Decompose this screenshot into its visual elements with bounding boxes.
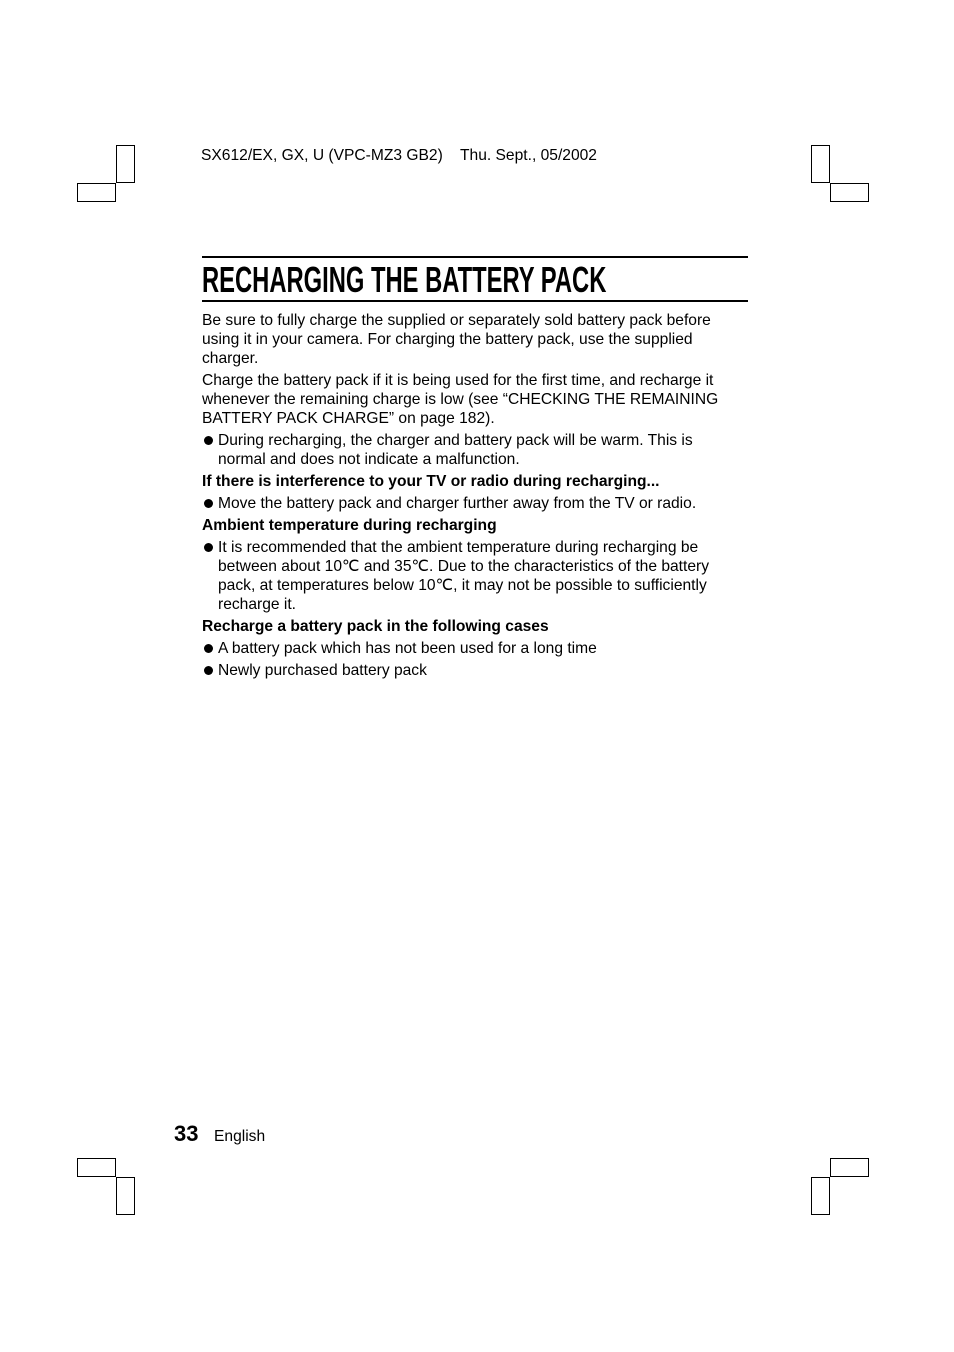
intro-paragraph xyxy=(202,311,762,368)
title-bottom-rule xyxy=(202,300,748,302)
bullet-icon xyxy=(204,543,213,552)
intro-paragraph xyxy=(202,371,762,428)
crop-mark-top-right-horizontal xyxy=(830,183,869,202)
crop-mark-bottom-right-vertical xyxy=(811,1177,830,1215)
text-line: using it in your camera. For charging the battery pack, use the supplied xyxy=(202,330,693,348)
bullet-item xyxy=(202,494,762,513)
bullet-icon xyxy=(204,499,213,508)
text-line: recharge it. xyxy=(218,595,297,613)
page-body xyxy=(202,311,762,680)
text-line: Charge the battery pack if it is being used for the first time, and recharge it xyxy=(202,371,714,389)
crop-mark-bottom-left-horizontal xyxy=(77,1158,116,1177)
bullet-item xyxy=(202,431,762,469)
text-line: whenever the remaining charge is low (see “CHECKING THE REMAINING xyxy=(202,390,719,408)
text-line: BATTERY PACK CHARGE” on page 182). xyxy=(202,409,495,427)
footer-language: English xyxy=(214,1128,266,1145)
text-line: normal and does not indicate a malfunction. xyxy=(218,450,520,468)
bullet-icon xyxy=(204,644,213,653)
crop-mark-bottom-right-horizontal xyxy=(830,1158,869,1177)
crop-mark-bottom-left-vertical xyxy=(116,1177,135,1215)
page-number: 33 xyxy=(174,1121,199,1146)
text-line: It is recommended that the ambient temperature during recharging be xyxy=(218,538,699,556)
text-line: Be sure to fully charge the supplied or separately sold battery pack before xyxy=(202,311,711,329)
text-line: pack, at temperatures below 10℃, it may not be possible to sufficiently xyxy=(218,576,707,594)
text-line: Move the battery pack and charger further away from the TV or radio. xyxy=(218,494,697,512)
text-line: between about 10℃ and 35℃. Due to the characteristics of the battery xyxy=(218,557,709,575)
print-date: Thu. Sept., 05/2002 xyxy=(460,147,597,164)
bullet-icon xyxy=(204,436,213,445)
crop-mark-top-left-vertical xyxy=(116,145,135,183)
section-heading: Recharge a battery pack in the following cases xyxy=(202,617,549,635)
section-heading: Ambient temperature during recharging xyxy=(202,516,497,534)
page-title: RECHARGING THE BATTERY PACK xyxy=(202,258,607,300)
bullet-icon xyxy=(204,666,213,675)
document-code: SX612/EX, GX, U (VPC-MZ3 GB2) xyxy=(201,147,443,164)
crop-mark-top-right-vertical xyxy=(811,145,830,183)
text-line: During recharging, the charger and battery pack will be warm. This is xyxy=(218,431,693,449)
section-heading: If there is interference to your TV or radio during recharging... xyxy=(202,472,660,490)
text-line: charger. xyxy=(202,349,259,367)
text-line: Newly purchased battery pack xyxy=(218,661,427,679)
bullet-item xyxy=(202,538,762,614)
text-line: A battery pack which has not been used for a long time xyxy=(218,639,597,657)
bullet-item xyxy=(202,639,762,658)
bullet-item xyxy=(202,661,762,680)
crop-mark-top-left-horizontal xyxy=(77,183,116,202)
